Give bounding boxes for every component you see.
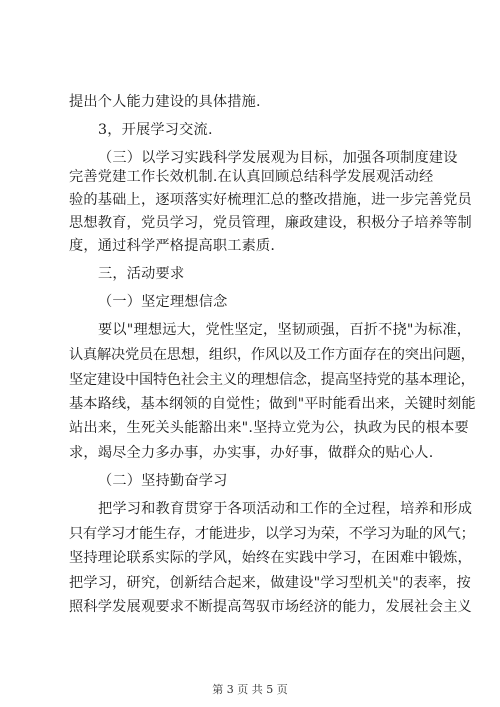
subsection-heading: （二）坚持勤奋学习	[98, 473, 228, 489]
subsection-heading: （一）坚定理想信念	[98, 294, 228, 310]
text-line: 求，竭尽全力多办事，办实事，办好事，做群众的贴心人.	[69, 445, 434, 461]
text-line: 验的基础上，逐项落实好梳理汇总的整改措施，进一步完善党员	[69, 192, 472, 208]
text-line: 完善党建工作长效机制.在认真回顾总结科学发展观活动经	[69, 169, 434, 185]
text-line: 把学习，研究，创新结合起来，做建设"学习型机关"的表率，按	[69, 575, 471, 591]
text-line: 提出个人能力建设的具体措施.	[69, 94, 261, 110]
text-line: 思想教育，党员学习，党员管理，廉政建设，积极分子培养等制	[69, 215, 472, 231]
text-line: 认真解决党员在思想，组织，作风以及工作方面存在的突出问题，	[69, 347, 475, 363]
text-line: 只有学习才能生存，才能进步，以学习为荣，不学习为耻的风气；	[69, 526, 475, 542]
text-line: 照科学发展观要求不断提高驾驭市场经济的能力，发展社会主义	[69, 599, 472, 615]
text-line: 把学习和教育贯穿于各项活动和工作的全过程，培养和形成	[98, 501, 473, 517]
text-line: 基本路线，基本纲领的自觉性；做到"平时能看出来，关键时刻能	[69, 396, 476, 412]
text-line: 坚持理论联系实际的学风，始终在实践中学习，在困难中锻炼，	[69, 550, 472, 566]
page-number: 第 3 页 共 5 页	[212, 683, 288, 696]
text-line: 坚定建设中国特色社会主义的理想信念，提高坚持党的基本理论，	[69, 372, 475, 388]
section-heading: 三，活动要求	[98, 266, 185, 282]
text-line: （三）以学习实践科学发展观为目标，加强各项制度建设	[98, 150, 458, 166]
text-line: 要以"理想远大，党性坚定，坚韧顽强，百折不挠"为标准，	[98, 322, 472, 338]
text-line: 站出来，生死关头能豁出来".坚持立党为公，执政为民的根本要	[69, 420, 469, 436]
text-line: 度，通过科学严格提高职工素质.	[69, 238, 276, 254]
text-line: 3，开展学习交流.	[98, 122, 213, 138]
